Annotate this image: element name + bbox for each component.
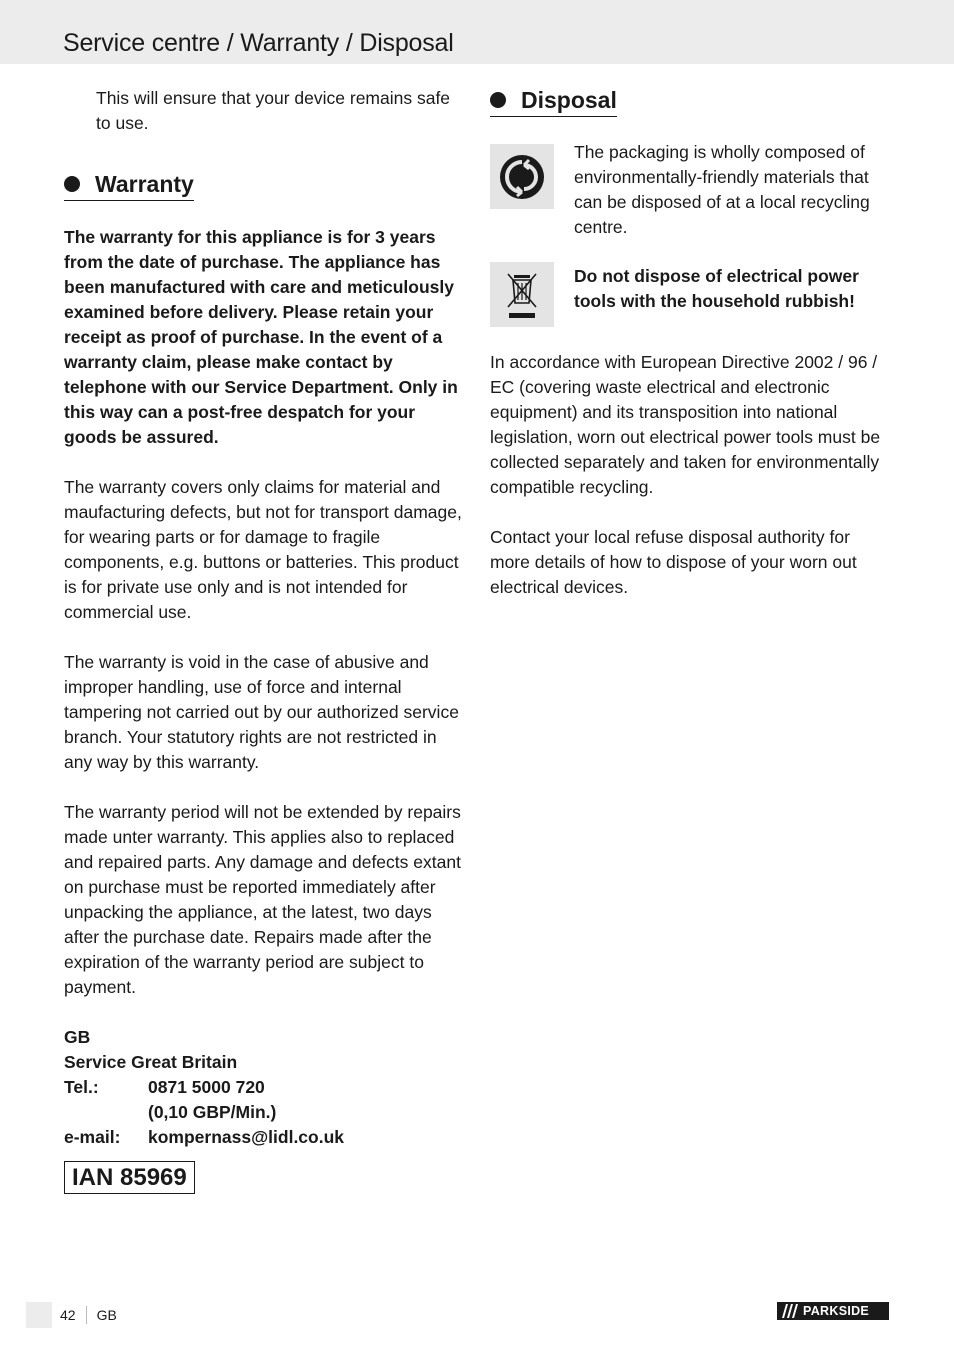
warranty-paragraph: The warranty covers only claims for material and maufacturing defects, but not for transport damage, for wearing parts or for damage to fragile components, e.g. buttons or batteries. This product is for private use only and is not intended for commercial use. <box>64 477 462 622</box>
warranty-paragraph: The warranty period will not be extended by repairs made unter warranty. This applies also to replaced and repaired parts. Any damage and defects extant on purchase must be reported immediately after unpacking the appliance, at the latest, two days after the purchase date. Repairs made after the expiration of the warranty period are subject to payment. <box>64 802 461 997</box>
contact-country: GB <box>64 1027 91 1047</box>
email-value: kompernass@lidl.co.uk <box>148 1127 345 1147</box>
disposal-title: Disposal <box>521 87 617 113</box>
brand-stripes-icon <box>777 1302 803 1320</box>
footer-divider <box>86 1306 87 1324</box>
brand-name: PARKSIDE <box>803 1304 870 1318</box>
page-number: 42 <box>60 1307 76 1323</box>
tel-label: Tel.: <box>64 1077 99 1097</box>
tel-value: 0871 5000 720 <box>148 1077 265 1097</box>
brand-logo <box>777 1302 889 1320</box>
disposal-contact-text: Contact your local refuse disposal authority for more details of how to dispose of your worn out electrical devices. <box>490 527 857 597</box>
service-contact <box>64 1025 464 1150</box>
weee-text: Do not dispose of electrical power tools with the household rubbish! <box>574 266 859 311</box>
page-title: Service centre / Warranty / Disposal <box>63 29 454 57</box>
weee-row <box>490 258 892 327</box>
contact-service: Service Great Britain <box>64 1052 238 1072</box>
bullet-icon <box>64 176 80 192</box>
ian-number: IAN 85969 <box>64 1161 195 1194</box>
crossed-out-bin-icon <box>490 262 554 327</box>
email-label: e-mail: <box>64 1127 121 1147</box>
packaging-row <box>490 140 892 240</box>
intro-text: This will ensure that your device remains safe to use. <box>96 88 451 133</box>
bullet-icon <box>490 92 506 108</box>
footer <box>60 1305 117 1325</box>
warranty-title: Warranty <box>95 171 194 197</box>
packaging-text: The packaging is wholly composed of environmentally-friendly materials that can be disposed of at a local recycling centre. <box>574 142 870 237</box>
warranty-heading <box>64 170 464 201</box>
tel-rate: (0,10 GBP/Min.) <box>148 1102 277 1122</box>
warranty-paragraph: The warranty is void in the case of abusive and improper handling, use of force and internal tampering not carried out by our authorized service branch. Your statutory rights are not restricted in any way by this warranty. <box>64 652 459 772</box>
right-column <box>490 86 892 600</box>
warranty-lead: The warranty for this appliance is for 3 years from the date of purchase. The appliance has been manufactured with care and meticulously examined before delivery. Please retain your receipt as proof of purchase. In the event of a warranty claim, please make contact by telephone with our Service Department. Only in this way can a post-free despatch for your goods be assured. <box>64 227 458 447</box>
language-code: GB <box>96 1307 117 1323</box>
green-dot-recycling-icon <box>490 144 554 209</box>
directive-text: In accordance with European Directive 2002 / 96 / EC (covering waste electrical and electronic equipment) and its transposition into national legislation, worn out electrical power tools must be collected separately and taken for environmentally compatible recycling. <box>490 352 881 497</box>
disposal-heading <box>490 86 617 117</box>
left-column <box>64 86 464 1194</box>
footer-marker <box>26 1302 52 1328</box>
